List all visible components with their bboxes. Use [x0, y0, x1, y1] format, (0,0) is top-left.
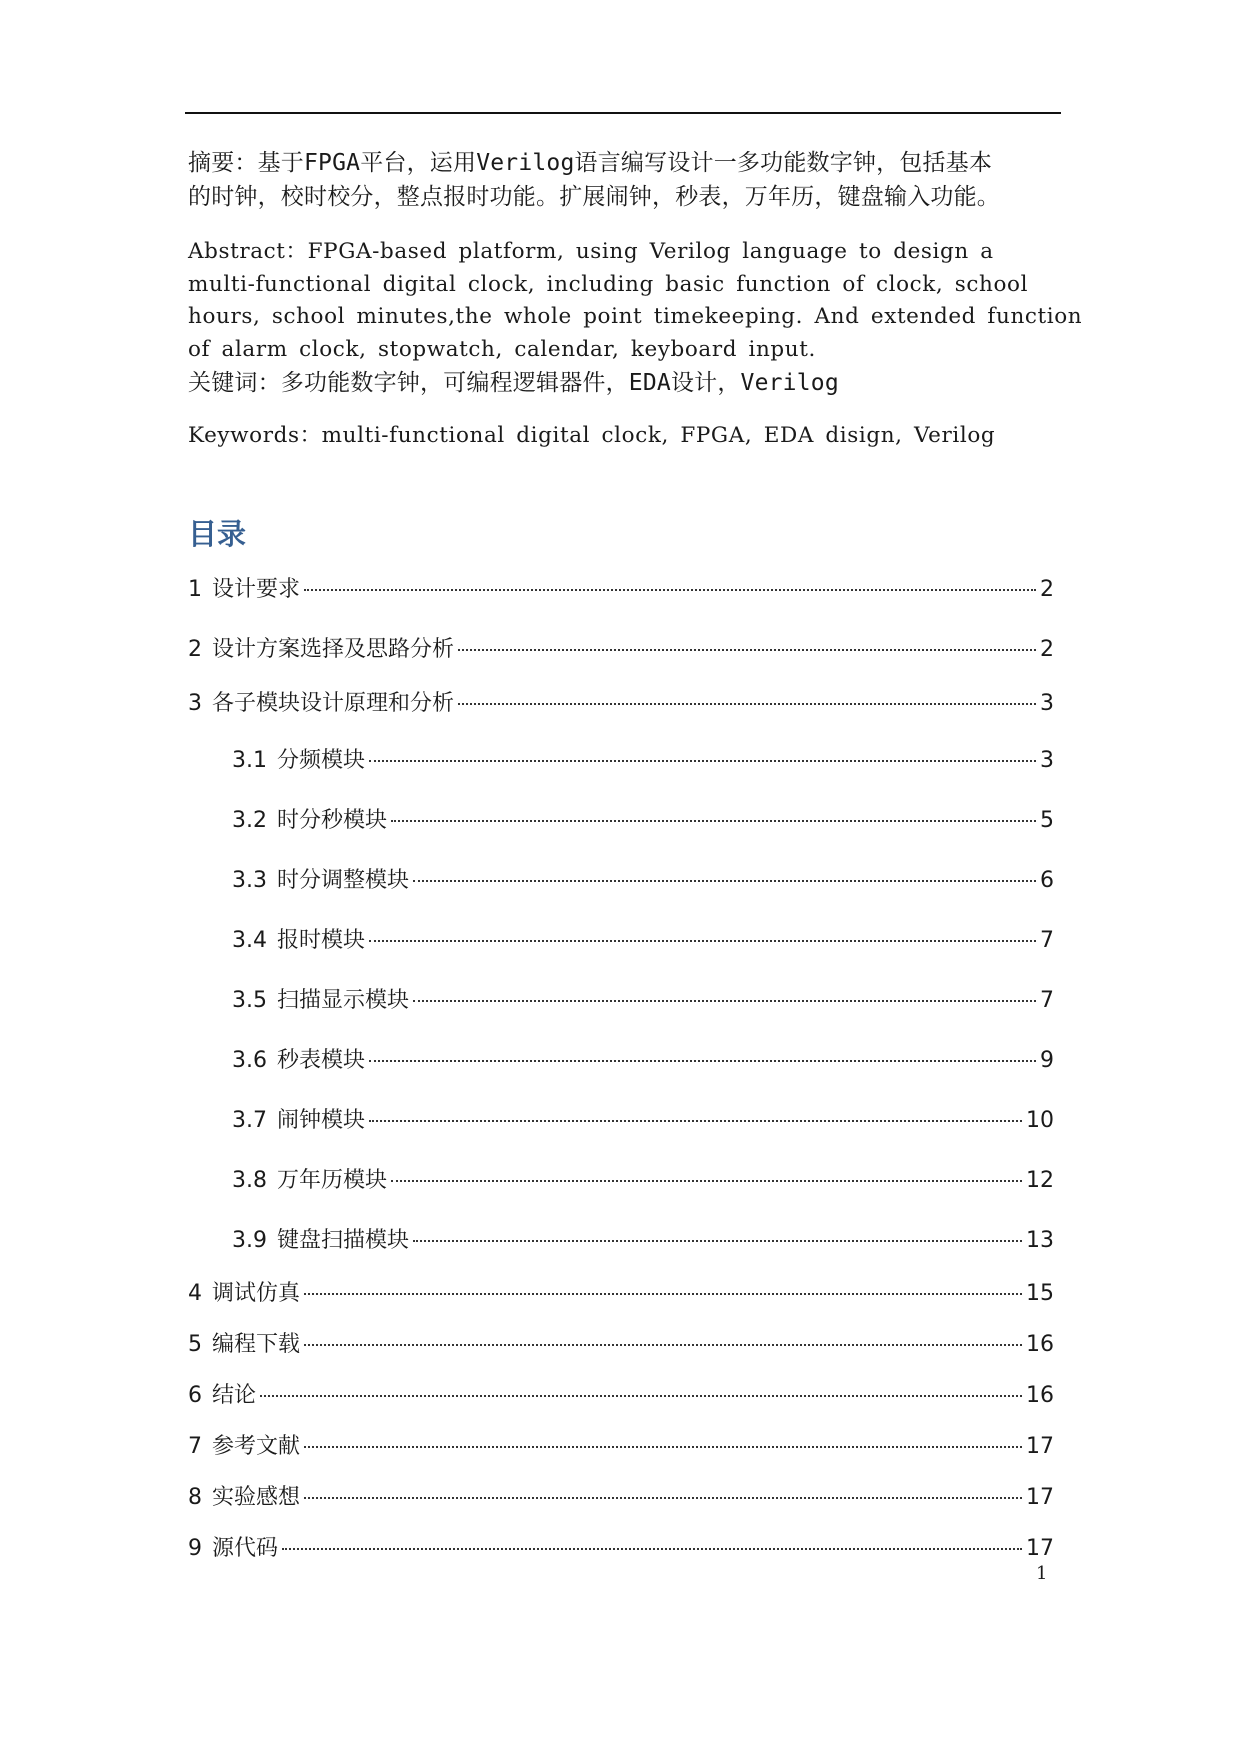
toc-dot-leader [304, 589, 1036, 591]
abstract-english-line: Abstract：FPGA-based platform, using Verilog language to design a [188, 239, 994, 264]
page-number: 1 [1036, 1563, 1048, 1584]
toc-entry-number: 4 [188, 1281, 202, 1306]
abstract-chinese-line: 摘要：基于FPGA平台，运用Verilog语言编写设计一多功能数字钟，包括基本 [188, 150, 993, 176]
toc-entry-number: 3.8 [232, 1168, 267, 1193]
toc-dot-leader [304, 1497, 1022, 1499]
toc-entry-page: 2 [1040, 577, 1054, 602]
keywords-english-line: Keywords：multi-functional digital clock, FPGA, EDA disign, Verilog [188, 423, 996, 448]
toc-entry-page: 16 [1026, 1332, 1054, 1357]
keywords-chinese-line: 关键词：多功能数字钟，可编程逻辑器件，EDA设计，Verilog [188, 370, 839, 396]
toc-title: 目录 [188, 517, 247, 551]
toc-entry[interactable] [232, 803, 1054, 835]
toc-entry-page: 17 [1026, 1485, 1054, 1510]
toc-entry-title: 设计方案选择及思路分析 [212, 637, 455, 662]
toc-entry[interactable] [232, 863, 1054, 895]
abstract-english-line: multi-functional digital clock, including basic function of clock, school [188, 271, 1029, 297]
toc-entry[interactable] [232, 1163, 1054, 1195]
toc-entry-title: 各子模块设计原理和分析 [212, 691, 455, 716]
toc-entry-number: 3.2 [232, 808, 267, 833]
toc-entry-title: 实验感想 [212, 1485, 301, 1510]
toc-entry-number: 3.5 [232, 988, 267, 1013]
toc-dot-leader [369, 1120, 1022, 1122]
toc-entry-page: 13 [1026, 1228, 1054, 1253]
toc-entry-title: 键盘扫描模块 [277, 1228, 410, 1253]
toc-entry-title: 万年历模块 [277, 1168, 388, 1193]
toc-entry[interactable] [232, 923, 1054, 955]
toc-entry-title: 编程下载 [212, 1332, 301, 1357]
toc-dot-leader [413, 880, 1036, 882]
toc-entry-title: 时分调整模块 [277, 868, 410, 893]
toc-entry-page: 3 [1040, 748, 1054, 773]
toc-entry-title: 结论 [212, 1383, 257, 1408]
toc-entry-page: 16 [1026, 1383, 1054, 1408]
toc-entry-page: 12 [1026, 1168, 1054, 1193]
toc-entry[interactable] [188, 632, 1054, 664]
toc-entry-page: 15 [1026, 1281, 1054, 1306]
toc-entry-page: 5 [1040, 808, 1054, 833]
toc-dot-leader [369, 940, 1036, 942]
toc-entry[interactable] [188, 686, 1054, 718]
toc-dot-leader [282, 1548, 1022, 1550]
toc-entry[interactable] [232, 983, 1054, 1015]
toc-entry[interactable] [188, 1429, 1054, 1461]
toc-entry-page: 10 [1026, 1108, 1054, 1133]
toc-entry[interactable] [232, 1103, 1054, 1135]
toc-entry-title: 分频模块 [277, 748, 366, 773]
toc-entry-title: 扫描显示模块 [277, 988, 410, 1013]
toc-entry-page: 2 [1040, 637, 1054, 662]
toc-entry-page: 17 [1026, 1536, 1054, 1561]
toc-entry-number: 3.3 [232, 868, 267, 893]
toc-entry-number: 1 [188, 577, 202, 602]
toc-entry-page: 6 [1040, 868, 1054, 893]
toc-entry[interactable] [232, 1223, 1054, 1255]
table-of-contents [188, 0, 1054, 1600]
toc-dot-leader [413, 1000, 1036, 1002]
toc-dot-leader [458, 703, 1036, 705]
toc-entry-number: 9 [188, 1536, 202, 1561]
toc-entry-title: 秒表模块 [277, 1048, 366, 1073]
toc-entry[interactable] [188, 1378, 1054, 1410]
toc-entry-number: 2 [188, 637, 202, 662]
toc-entry-title: 源代码 [212, 1536, 279, 1561]
toc-dot-leader [391, 1180, 1022, 1182]
toc-dot-leader [260, 1395, 1022, 1397]
toc-dot-leader [369, 1060, 1036, 1062]
toc-dot-leader [304, 1446, 1022, 1448]
toc-entry-title: 时分秒模块 [277, 808, 388, 833]
toc-entry-number: 3.6 [232, 1048, 267, 1073]
toc-entry-page: 7 [1040, 988, 1054, 1013]
toc-entry-number: 7 [188, 1434, 202, 1459]
toc-entry-number: 5 [188, 1332, 202, 1357]
toc-dot-leader [391, 820, 1036, 822]
toc-dot-leader [304, 1293, 1022, 1295]
toc-entry[interactable] [188, 1480, 1054, 1512]
toc-entry-page: 3 [1040, 691, 1054, 716]
toc-entry-number: 3.7 [232, 1108, 267, 1133]
toc-entry-page: 17 [1026, 1434, 1054, 1459]
toc-entry-title: 设计要求 [212, 577, 301, 602]
toc-entry-number: 3 [188, 691, 202, 716]
toc-entry-page: 9 [1040, 1048, 1054, 1073]
toc-entry-number: 6 [188, 1383, 202, 1408]
toc-entry-page: 7 [1040, 928, 1054, 953]
toc-entry-number: 3.9 [232, 1228, 267, 1253]
toc-entry[interactable] [188, 1327, 1054, 1359]
toc-entry-number: 8 [188, 1485, 202, 1510]
abstract-chinese-line: 的时钟，校时校分，整点报时功能。扩展闹钟，秒表，万年历，键盘输入功能。 [188, 184, 1000, 210]
toc-entry-title: 参考文献 [212, 1434, 301, 1459]
toc-dot-leader [304, 1344, 1022, 1346]
toc-entry[interactable] [232, 1043, 1054, 1075]
abstract-english-line: of alarm clock, stopwatch, calendar, keyboard input. [188, 336, 816, 362]
toc-entry-title: 闹钟模块 [277, 1108, 366, 1133]
toc-entry[interactable] [232, 743, 1054, 775]
toc-dot-leader [413, 1240, 1022, 1242]
toc-dot-leader [458, 649, 1036, 651]
toc-dot-leader [369, 760, 1036, 762]
toc-entry[interactable] [188, 1276, 1054, 1308]
toc-entry-title: 报时模块 [277, 928, 366, 953]
toc-entry-number: 3.4 [232, 928, 267, 953]
toc-entry-number: 3.1 [232, 748, 267, 773]
toc-entry[interactable] [188, 1531, 1054, 1563]
toc-entry[interactable] [188, 572, 1054, 604]
abstract-english-line: hours, school minutes,the whole point timekeeping. And extended function [188, 304, 1083, 329]
toc-entry-title: 调试仿真 [212, 1281, 301, 1306]
